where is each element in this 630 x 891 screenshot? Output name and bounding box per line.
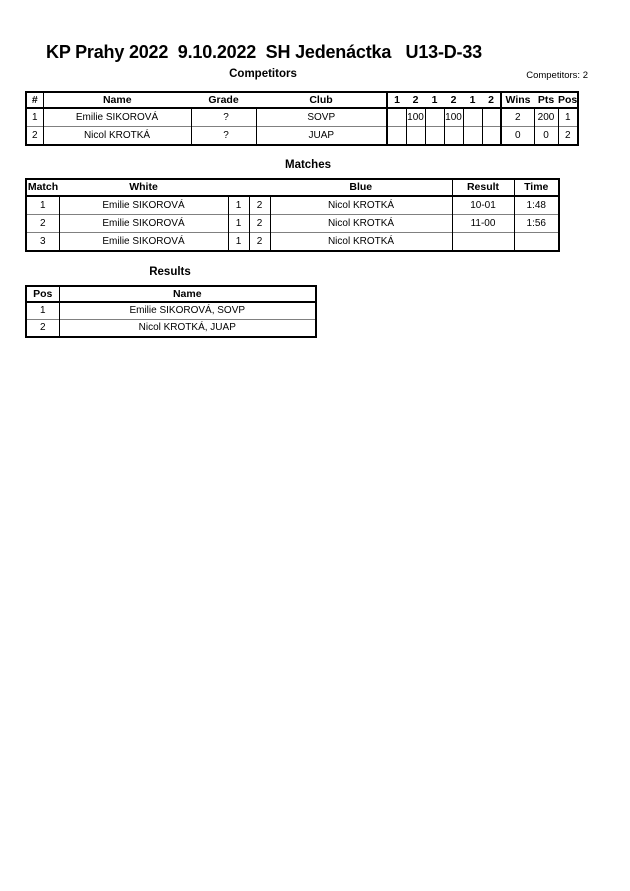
- result-row: [26, 302, 316, 320]
- col-wins: Wins: [501, 92, 534, 108]
- score-cell: [387, 127, 406, 146]
- blue-player-num: 2: [249, 196, 270, 215]
- col-name: Name: [59, 286, 316, 302]
- match-time: 1:48: [514, 196, 559, 215]
- score-cell: [425, 108, 444, 127]
- matches-section-heading: Matches: [284, 159, 332, 171]
- match-result: [452, 233, 514, 252]
- results-table: [25, 285, 317, 338]
- col-round-3: 1: [425, 92, 444, 108]
- score-cell: [425, 127, 444, 146]
- col-white-num: [228, 179, 249, 196]
- match-result: 11-00: [452, 215, 514, 233]
- result-row: [26, 320, 316, 338]
- competitor-row: [26, 108, 578, 127]
- white-player-num: 1: [228, 233, 249, 252]
- competitor-wins: 0: [501, 127, 534, 146]
- col-blue: Blue: [270, 179, 452, 196]
- col-round-4: 2: [444, 92, 463, 108]
- results-section-heading: Results: [149, 266, 191, 278]
- blue-player: Nicol KROTKÁ: [270, 215, 452, 233]
- score-cell: [387, 108, 406, 127]
- match-result: 10-01: [452, 196, 514, 215]
- match-row: [26, 215, 559, 233]
- competitor-pos: 2: [558, 127, 578, 146]
- match-time: [514, 233, 559, 252]
- score-cell: [444, 127, 463, 146]
- competitor-row: [26, 127, 578, 146]
- white-player: Emilie SIKOROVÁ: [59, 215, 228, 233]
- matches-header-row: [26, 179, 559, 196]
- col-white: White: [59, 179, 228, 196]
- blue-player: Nicol KROTKÁ: [270, 233, 452, 252]
- match-row: [26, 233, 559, 252]
- blue-player: Nicol KROTKÁ: [270, 196, 452, 215]
- col-round-6: 2: [482, 92, 501, 108]
- competitor-grade: ?: [191, 127, 256, 146]
- match-num: 3: [26, 233, 59, 252]
- col-time: Time: [514, 179, 559, 196]
- result-name: Nicol KROTKÁ, JUAP: [59, 320, 316, 338]
- col-round-2: 2: [406, 92, 425, 108]
- col-result: Result: [452, 179, 514, 196]
- match-row: [26, 196, 559, 215]
- competitor-num: 2: [26, 127, 43, 146]
- competitors-section-heading: Competitors: [229, 68, 297, 80]
- col-name: Name: [43, 92, 191, 108]
- result-pos: 2: [26, 320, 59, 338]
- result-pos: 1: [26, 302, 59, 320]
- col-match: Match: [26, 179, 59, 196]
- col-round-1: 1: [387, 92, 406, 108]
- score-cell: 100: [444, 108, 463, 127]
- blue-player-num: 2: [249, 233, 270, 252]
- score-cell: [406, 127, 425, 146]
- col-pos: Pos: [558, 92, 578, 108]
- match-time: 1:56: [514, 215, 559, 233]
- competitor-name: Nicol KROTKÁ: [43, 127, 191, 146]
- competitor-num: 1: [26, 108, 43, 127]
- competitor-wins: 2: [501, 108, 534, 127]
- match-num: 2: [26, 215, 59, 233]
- col-round-5: 1: [463, 92, 482, 108]
- competitor-club: JUAP: [256, 127, 387, 146]
- col-num: #: [26, 92, 43, 108]
- competitor-pts: 200: [534, 108, 558, 127]
- col-club: Club: [256, 92, 387, 108]
- matches-table: [25, 178, 560, 252]
- competitor-grade: ?: [191, 108, 256, 127]
- blue-player-num: 2: [249, 215, 270, 233]
- col-pts: Pts: [534, 92, 558, 108]
- score-cell: [463, 127, 482, 146]
- competitor-pos: 1: [558, 108, 578, 127]
- score-cell: [482, 108, 501, 127]
- col-blue-num: [249, 179, 270, 196]
- results-header-row: [26, 286, 316, 302]
- white-player: Emilie SIKOROVÁ: [59, 233, 228, 252]
- score-cell: 100: [406, 108, 425, 127]
- score-cell: [463, 108, 482, 127]
- competitors-table: [25, 91, 579, 146]
- competitor-club: SOVP: [256, 108, 387, 127]
- result-name: Emilie SIKOROVÁ, SOVP: [59, 302, 316, 320]
- white-player: Emilie SIKOROVÁ: [59, 196, 228, 215]
- competitors-count: Competitors: 2: [526, 70, 588, 81]
- match-num: 1: [26, 196, 59, 215]
- page-title: KP Prahy 2022 9.10.2022 SH Jedenáctka U13-D-33: [46, 42, 482, 62]
- white-player-num: 1: [228, 215, 249, 233]
- white-player-num: 1: [228, 196, 249, 215]
- competitor-name: Emilie SIKOROVÁ: [43, 108, 191, 127]
- col-grade: Grade: [191, 92, 256, 108]
- competitors-header-row: [26, 92, 578, 108]
- competitor-pts: 0: [534, 127, 558, 146]
- col-pos: Pos: [26, 286, 59, 302]
- score-cell: [482, 127, 501, 146]
